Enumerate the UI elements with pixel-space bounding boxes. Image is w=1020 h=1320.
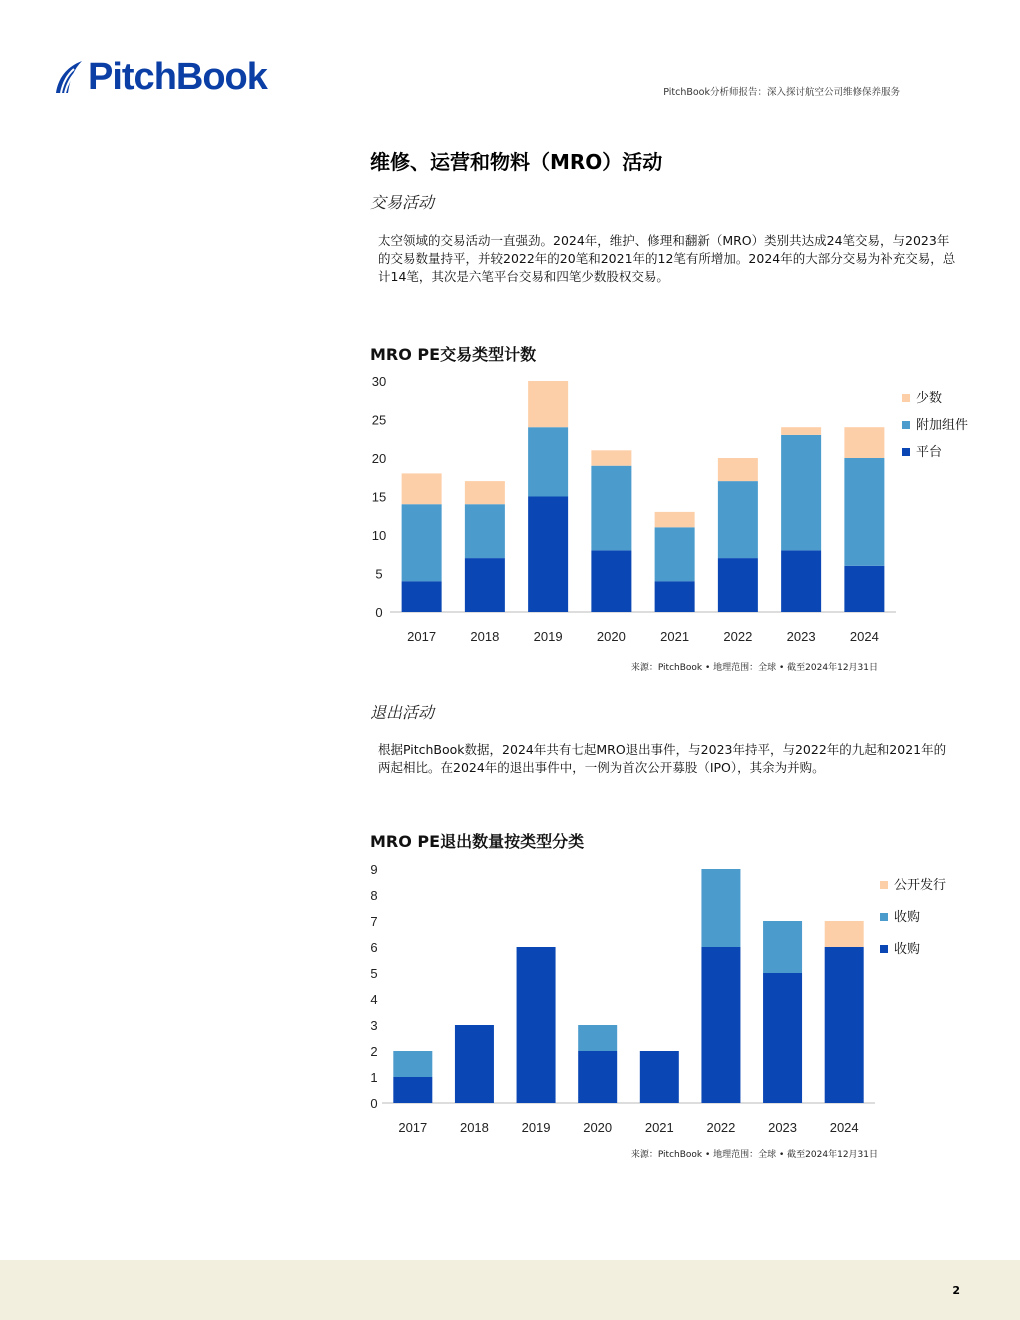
bar-segment xyxy=(591,466,631,551)
bar-segment xyxy=(718,558,758,612)
x-tick-label: 2018 xyxy=(459,1120,489,1135)
y-tick-label: 30 xyxy=(371,374,387,389)
bar-segment xyxy=(844,566,884,612)
legend-label: 平台 xyxy=(916,444,943,459)
bar-segment xyxy=(781,550,821,612)
bar-segment xyxy=(528,381,568,427)
legend-label: 收购 xyxy=(894,909,921,924)
bar-segment xyxy=(763,973,802,1103)
bar-segment xyxy=(402,473,442,504)
x-tick-label: 2017 xyxy=(407,629,437,644)
section-title: 维修、运营和物料（MRO）活动 xyxy=(370,150,663,174)
y-tick-label: 15 xyxy=(371,489,387,505)
bar-segment xyxy=(701,947,740,1103)
page-number: 2 xyxy=(952,1284,960,1297)
bar-segment xyxy=(402,504,442,581)
bar-segment xyxy=(517,947,556,1103)
y-tick-label: 5 xyxy=(370,966,378,981)
bar-segment xyxy=(655,512,695,527)
bar-segment xyxy=(844,458,884,566)
bar-segment xyxy=(578,1025,617,1051)
chart-1-title: MRO PE交易类型计数 xyxy=(370,345,537,364)
x-tick-label: 2023 xyxy=(768,1120,798,1135)
chart-2-title: MRO PE退出数量按类型分类 xyxy=(370,832,585,851)
legend-label: 公开发行 xyxy=(894,877,947,892)
bar-segment xyxy=(528,427,568,496)
legend-swatch xyxy=(880,913,888,921)
x-tick-label: 2022 xyxy=(706,1120,736,1135)
x-tick-label: 2021 xyxy=(660,629,690,644)
logo-text: PitchBook xyxy=(88,55,267,98)
bar-segment xyxy=(655,527,695,581)
bar-segment xyxy=(701,869,740,947)
legend-swatch xyxy=(902,394,910,402)
legend-label: 少数 xyxy=(916,390,943,405)
y-tick-label: 4 xyxy=(370,992,378,1007)
x-tick-label: 2024 xyxy=(849,629,879,644)
x-tick-label: 2020 xyxy=(596,629,626,644)
bar-segment xyxy=(781,427,821,435)
x-tick-label: 2020 xyxy=(583,1120,613,1135)
bar-segment xyxy=(578,1051,617,1103)
bar-segment xyxy=(718,458,758,481)
bar-segment xyxy=(402,581,442,612)
y-tick-label: 9 xyxy=(370,862,378,877)
y-tick-label: 2 xyxy=(370,1044,378,1059)
bar-segment xyxy=(393,1051,432,1077)
y-tick-label: 3 xyxy=(370,1018,378,1033)
y-tick-label: 8 xyxy=(370,888,378,903)
bar-segment xyxy=(655,581,695,612)
page-footer xyxy=(0,1260,1020,1320)
legend-swatch xyxy=(880,881,888,889)
bar-segment xyxy=(465,558,505,612)
bar-segment xyxy=(528,497,568,613)
bar-segment xyxy=(825,947,864,1103)
legend-swatch xyxy=(902,421,910,429)
x-tick-label: 2023 xyxy=(786,629,816,644)
x-tick-label: 2019 xyxy=(521,1120,551,1135)
y-tick-label: 20 xyxy=(371,451,387,466)
x-tick-label: 2021 xyxy=(644,1120,674,1135)
x-tick-label: 2017 xyxy=(398,1120,428,1135)
legend-swatch xyxy=(880,945,888,953)
deal-type-chart xyxy=(360,368,1000,658)
y-tick-label: 7 xyxy=(370,914,378,929)
bar-segment xyxy=(455,1025,494,1103)
bar-segment xyxy=(465,481,505,504)
bar-segment xyxy=(763,921,802,973)
logo-sail-icon xyxy=(52,59,86,95)
x-tick-label: 2018 xyxy=(470,629,500,644)
bar-segment xyxy=(781,435,821,551)
report-subtitle: PitchBook分析师报告：深入探讨航空公司维修保养服务 xyxy=(663,87,900,98)
legend-swatch xyxy=(902,448,910,456)
y-tick-label: 25 xyxy=(371,412,387,428)
y-tick-label: 10 xyxy=(371,528,387,543)
legend-label: 收购 xyxy=(894,941,921,956)
y-tick-label: 1 xyxy=(370,1070,378,1085)
chart-2-source: 来源：PitchBook • 地理范围：全球 • 截至2024年12月31日 xyxy=(630,1150,878,1160)
exit-activity-paragraph: 根据PitchBook数据，2024年共有七起MRO退出事件，与2023年持平，与2022年的九起和2021年的两起相比。在2024年的退出事件中，一例为首次公开募股（IPO），其余为并购。 xyxy=(378,742,947,775)
y-tick-label: 5 xyxy=(375,566,383,582)
pitchbook-logo xyxy=(52,56,267,98)
bar-segment xyxy=(393,1077,432,1103)
exit-activity-heading: 退出活动 xyxy=(370,703,435,722)
x-tick-label: 2022 xyxy=(723,629,753,644)
bar-segment xyxy=(640,1051,679,1103)
x-tick-label: 2019 xyxy=(533,629,563,644)
bar-segment xyxy=(591,450,631,465)
deal-activity-paragraph: 太空领域的交易活动一直强劲。2024年，维护、修理和翻新（MRO）类别共达成24笔交易，与2023年的交易数量持平，并较2022年的20笔和2021年的12笔有所增加。2024年的大部分交易为补充交易，总计14笔，其次是六笔平台交易和四笔少数股权交易。 xyxy=(378,233,956,284)
y-tick-label: 0 xyxy=(370,1096,378,1111)
y-tick-label: 6 xyxy=(370,940,378,955)
bar-segment xyxy=(591,550,631,612)
bar-segment xyxy=(844,427,884,458)
bar-segment xyxy=(825,921,864,947)
bar-segment xyxy=(465,504,505,558)
chart-1-source: 来源：PitchBook • 地理范围：全球 • 截至2024年12月31日 xyxy=(630,663,878,673)
exit-type-chart xyxy=(360,856,1000,1146)
x-tick-label: 2024 xyxy=(829,1120,859,1135)
deal-activity-heading: 交易活动 xyxy=(370,193,435,212)
y-tick-label: 0 xyxy=(375,605,383,620)
bar-segment xyxy=(718,481,758,558)
legend-label: 附加组件 xyxy=(916,417,969,432)
